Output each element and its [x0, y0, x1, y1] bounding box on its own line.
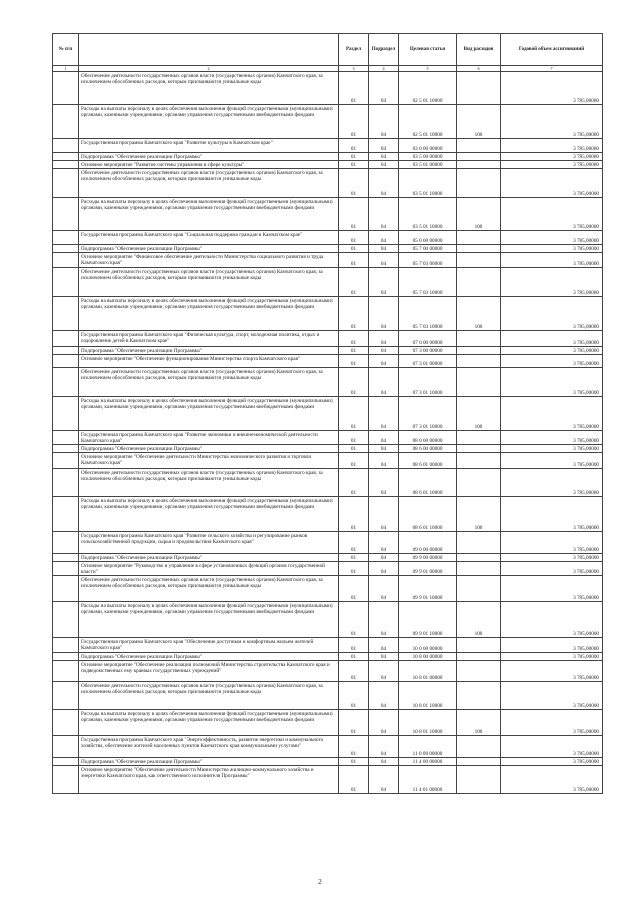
table-row	[53, 268, 603, 297]
row-expense-type-cell	[457, 169, 501, 198]
row-description-cell: Обеспечение деятельности государственных органов власти (государственных органов) Камчатского края, за исключением обособленных расходов, которым присваиваются уникальные коды	[79, 576, 339, 602]
table-row	[53, 661, 603, 682]
row-subsection-cell: 04	[369, 576, 399, 602]
row-subsection-cell: 04	[369, 245, 399, 253]
row-section-cell: 01	[339, 245, 369, 253]
row-amount-cell: 3 785,00000	[501, 245, 603, 253]
row-section-cell: 01	[339, 602, 369, 638]
row-description-cell: Государственная программа Камчатского края "Социальная поддержка граждан в Камчатском крае"	[79, 231, 339, 245]
row-number-cell	[53, 355, 79, 368]
table-row	[53, 331, 603, 347]
row-section-cell: 01	[339, 231, 369, 245]
row-description-cell: Подпрограмма "Обеспечение реализации Программы"	[79, 245, 339, 253]
row-expense-type-cell	[457, 766, 501, 794]
row-amount-cell: 3 785,00000	[501, 469, 603, 497]
row-target-article-cell: 05 7 00 00000	[399, 245, 457, 253]
row-amount-cell: 3 785,00000	[501, 562, 603, 576]
table-row	[53, 469, 603, 497]
row-amount-cell: 3 785,00000	[501, 368, 603, 397]
table-row	[53, 554, 603, 562]
row-section-cell: 01	[339, 710, 369, 736]
table-row	[53, 710, 603, 736]
row-number-cell	[53, 710, 79, 736]
row-target-article-cell: 02 5 01 10000	[399, 105, 457, 139]
table-row	[53, 576, 603, 602]
row-number-cell	[53, 638, 79, 653]
row-amount-cell: 3 785,00000	[501, 355, 603, 368]
row-number-cell	[53, 231, 79, 245]
row-subsection-cell: 04	[369, 758, 399, 766]
row-target-article-cell: 05 7 03 10000	[399, 268, 457, 297]
row-expense-type-cell	[457, 653, 501, 661]
row-expense-type-cell	[457, 453, 501, 469]
row-number-cell	[53, 682, 79, 710]
row-subsection-cell: 04	[369, 653, 399, 661]
table-row	[53, 297, 603, 331]
table-row	[53, 638, 603, 653]
row-section-cell: 01	[339, 758, 369, 766]
row-amount-cell: 3 785,00000	[501, 638, 603, 653]
row-number-cell	[53, 245, 79, 253]
row-subsection-cell: 04	[369, 710, 399, 736]
row-section-cell: 01	[339, 331, 369, 347]
table-body	[53, 72, 603, 794]
row-expense-type-cell	[457, 554, 501, 562]
row-subsection-cell: 04	[369, 431, 399, 445]
row-section-cell: 01	[339, 554, 369, 562]
row-target-article-cell: 07 3 01 10000	[399, 368, 457, 397]
row-number-cell	[53, 497, 79, 532]
row-description-cell: Расходы на выплаты персоналу в целях обеспечения выполнения функций государственными (муниципальными) органами, казенными учреждениями, органами управления государственными внебюджетными фондами	[79, 297, 339, 331]
row-expense-type-cell	[457, 431, 501, 445]
row-description-cell: Подпрограмма "Обеспечение реализации Программы"	[79, 445, 339, 453]
row-section-cell: 01	[339, 72, 369, 105]
row-number-cell	[53, 153, 79, 161]
row-description-cell: Подпрограмма "Обеспечение реализации Программы"	[79, 653, 339, 661]
row-expense-type-cell: 100	[457, 105, 501, 139]
row-number-cell	[53, 653, 79, 661]
row-number-cell	[53, 297, 79, 331]
row-description-cell: Подпрограмма "Обеспечение реализации Программы"	[79, 347, 339, 355]
row-number-cell	[53, 169, 79, 198]
row-section-cell: 01	[339, 368, 369, 397]
budget-table	[52, 33, 603, 794]
row-number-cell	[53, 445, 79, 453]
row-description-cell: Подпрограмма "Обеспечение реализации Программы"	[79, 554, 339, 562]
row-expense-type-cell	[457, 72, 501, 105]
header-section: Раздел	[339, 34, 369, 66]
row-number-cell	[53, 766, 79, 794]
header-row	[53, 34, 603, 66]
table-row	[53, 497, 603, 532]
row-subsection-cell: 04	[369, 231, 399, 245]
row-subsection-cell: 04	[369, 661, 399, 682]
row-subsection-cell: 04	[369, 268, 399, 297]
row-target-article-cell: 10 0 00 00000	[399, 638, 457, 653]
row-target-article-cell: 11 0 00 00000	[399, 736, 457, 758]
row-target-article-cell: 03 5 01 00000	[399, 161, 457, 169]
row-number-cell	[53, 368, 79, 397]
row-subsection-cell: 04	[369, 562, 399, 576]
row-target-article-cell: 07 3 01 00000	[399, 355, 457, 368]
row-description-cell: Обеспечение деятельности государственных органов власти (государственных органов) Камчатского края, за исключением обособленных расходов, которым присваиваются уникальные коды	[79, 469, 339, 497]
row-section-cell: 01	[339, 105, 369, 139]
row-section-cell: 01	[339, 445, 369, 453]
column-number: 3	[339, 66, 369, 72]
table-row	[53, 758, 603, 766]
row-amount-cell: 3 785,00000	[501, 602, 603, 638]
table-row	[53, 139, 603, 153]
row-subsection-cell: 04	[369, 453, 399, 469]
row-target-article-cell: 07 3 00 00000	[399, 347, 457, 355]
row-expense-type-cell	[457, 368, 501, 397]
table-row	[53, 562, 603, 576]
row-subsection-cell: 04	[369, 397, 399, 431]
row-target-article-cell: 09 9 01 10000	[399, 602, 457, 638]
row-target-article-cell: 03 5 01 10000	[399, 169, 457, 198]
row-description-cell: Основное мероприятие "Финансовое обеспечение деятельности Министерства социального развития и труда Камчатского края"	[79, 253, 339, 268]
row-number-cell	[53, 331, 79, 347]
row-description-cell: Обеспечение деятельности государственных органов власти (государственных органов) Камчатского края, за исключением обособленных расходов, которым присваиваются уникальные коды	[79, 682, 339, 710]
row-number-cell	[53, 72, 79, 105]
row-target-article-cell: 11 4 01 00000	[399, 766, 457, 794]
row-expense-type-cell	[457, 445, 501, 453]
row-target-article-cell: 10 8 01 00000	[399, 661, 457, 682]
row-subsection-cell: 04	[369, 331, 399, 347]
row-number-cell	[53, 198, 79, 231]
row-amount-cell: 3 785,00000	[501, 153, 603, 161]
table-row	[53, 253, 603, 268]
row-expense-type-cell	[457, 562, 501, 576]
row-subsection-cell: 04	[369, 105, 399, 139]
row-amount-cell: 3 785,00000	[501, 766, 603, 794]
row-subsection-cell: 04	[369, 469, 399, 497]
row-section-cell: 01	[339, 198, 369, 231]
header-number: № п/п	[53, 34, 79, 66]
row-section-cell: 01	[339, 532, 369, 554]
row-amount-cell: 3 785,00000	[501, 198, 603, 231]
row-amount-cell: 3 785,00000	[501, 347, 603, 355]
row-description-cell: Государственная программа Камчатского края "Развитие культуры в Камчатском крае"	[79, 139, 339, 153]
row-description-cell: Расходы на выплаты персоналу в целях обеспечения выполнения функций государственными (муниципальными) органами, казенными учреждениями, органами управления государственными внебюджетными фондами	[79, 105, 339, 139]
row-subsection-cell: 04	[369, 169, 399, 198]
row-section-cell: 01	[339, 297, 369, 331]
row-subsection-cell: 04	[369, 766, 399, 794]
row-target-article-cell: 10 8 01 10000	[399, 710, 457, 736]
header-description	[79, 34, 339, 66]
row-subsection-cell: 04	[369, 198, 399, 231]
row-subsection-cell: 04	[369, 355, 399, 368]
row-section-cell: 01	[339, 766, 369, 794]
column-number: 1	[53, 66, 79, 72]
row-expense-type-cell	[457, 139, 501, 153]
row-amount-cell: 3 785,00000	[501, 576, 603, 602]
row-subsection-cell: 04	[369, 153, 399, 161]
row-subsection-cell: 04	[369, 532, 399, 554]
row-amount-cell: 3 785,00000	[501, 169, 603, 198]
row-expense-type-cell: 100	[457, 397, 501, 431]
header-expense-type: Вид расходов	[457, 34, 501, 66]
row-number-cell	[53, 602, 79, 638]
row-number-cell	[53, 736, 79, 758]
row-expense-type-cell	[457, 153, 501, 161]
row-section-cell: 01	[339, 736, 369, 758]
row-section-cell: 01	[339, 653, 369, 661]
row-amount-cell: 3 785,00000	[501, 758, 603, 766]
column-number: 7	[501, 66, 603, 72]
row-subsection-cell: 04	[369, 347, 399, 355]
row-amount-cell: 3 785,00000	[501, 139, 603, 153]
row-subsection-cell: 04	[369, 638, 399, 653]
row-target-article-cell: 03 5 01 10000	[399, 198, 457, 231]
row-target-article-cell: 09 9 01 00000	[399, 562, 457, 576]
row-subsection-cell: 04	[369, 602, 399, 638]
row-section-cell: 01	[339, 355, 369, 368]
column-number: 4	[369, 66, 399, 72]
row-target-article-cell: 09 9 00 00000	[399, 554, 457, 562]
table-row	[53, 72, 603, 105]
table-row	[53, 653, 603, 661]
table-row	[53, 231, 603, 245]
table-row	[53, 397, 603, 431]
row-expense-type-cell: 100	[457, 602, 501, 638]
table-row	[53, 532, 603, 554]
row-subsection-cell: 04	[369, 139, 399, 153]
row-expense-type-cell	[457, 331, 501, 347]
row-subsection-cell: 04	[369, 297, 399, 331]
table-row	[53, 169, 603, 198]
column-number: 2	[79, 66, 339, 72]
row-expense-type-cell	[457, 161, 501, 169]
row-subsection-cell: 04	[369, 72, 399, 105]
row-description-cell: Расходы на выплаты персоналу в целях обеспечения выполнения функций государственными (муниципальными) органами, казенными учреждениями, органами управления государственными внебюджетными фондами	[79, 497, 339, 532]
row-description-cell: Государственная программа Камчатского края "Энергоэффективность, развитие энергетики и коммунального хозяйства, обеспечение жителей населенных пунктов Камчатского края коммунальными услугами"	[79, 736, 339, 758]
row-section-cell: 01	[339, 397, 369, 431]
row-subsection-cell: 04	[369, 736, 399, 758]
row-number-cell	[53, 431, 79, 445]
row-number-cell	[53, 397, 79, 431]
row-section-cell: 01	[339, 161, 369, 169]
row-expense-type-cell: 100	[457, 198, 501, 231]
row-section-cell: 01	[339, 576, 369, 602]
row-section-cell: 01	[339, 453, 369, 469]
row-target-article-cell: 09 0 00 00000	[399, 532, 457, 554]
row-target-article-cell: 08 6 01 10000	[399, 469, 457, 497]
row-expense-type-cell	[457, 532, 501, 554]
table-row	[53, 682, 603, 710]
row-section-cell: 01	[339, 253, 369, 268]
row-amount-cell: 3 785,00000	[501, 161, 603, 169]
row-amount-cell: 3 785,00000	[501, 253, 603, 268]
table-row	[53, 198, 603, 231]
row-description-cell: Расходы на выплаты персоналу в целях обеспечения выполнения функций государственными (муниципальными) органами, казенными учреждениями, органами управления государственными внебюджетными фондами	[79, 397, 339, 431]
table-row	[53, 445, 603, 453]
table-row	[53, 736, 603, 758]
header-target-article: Целевая статья	[399, 34, 457, 66]
row-number-cell	[53, 576, 79, 602]
row-number-cell	[53, 469, 79, 497]
row-target-article-cell: 02 5 01 10000	[399, 72, 457, 105]
header-annual-amount: Годовой объем ассигнований	[501, 34, 603, 66]
row-target-article-cell: 08 0 00 00000	[399, 431, 457, 445]
page-number: 2	[318, 878, 322, 886]
header-subsection: Подраздел	[369, 34, 399, 66]
row-expense-type-cell	[457, 661, 501, 682]
row-expense-type-cell: 100	[457, 297, 501, 331]
row-target-article-cell: 07 0 00 00000	[399, 331, 457, 347]
row-subsection-cell: 04	[369, 445, 399, 453]
row-section-cell: 01	[339, 431, 369, 445]
row-amount-cell: 3 785,00000	[501, 532, 603, 554]
row-description-cell: Основное мероприятие "Руководство и управление в сфере установленных функций органов государственной власти"	[79, 562, 339, 576]
row-amount-cell: 3 785,00000	[501, 231, 603, 245]
row-number-cell	[53, 532, 79, 554]
row-description-cell: Подпрограмма "Обеспечение реализации Программы"	[79, 758, 339, 766]
row-description-cell: Основное мероприятие "Обеспечение деятельности Министерства экономического развития и торговли Камчатского края"	[79, 453, 339, 469]
row-expense-type-cell	[457, 253, 501, 268]
row-target-article-cell: 05 7 03 00000	[399, 253, 457, 268]
row-section-cell: 01	[339, 268, 369, 297]
row-number-cell	[53, 347, 79, 355]
row-expense-type-cell	[457, 682, 501, 710]
row-target-article-cell: 11 4 00 00000	[399, 758, 457, 766]
row-amount-cell: 3 785,00000	[501, 268, 603, 297]
row-expense-type-cell	[457, 347, 501, 355]
row-expense-type-cell	[457, 576, 501, 602]
row-description-cell: Подпрограмма "Обеспечение реализации Программы"	[79, 153, 339, 161]
row-description-cell: Расходы на выплаты персоналу в целях обеспечения выполнения функций государственными (муниципальными) органами, казенными учреждениями, органами управления государственными внебюджетными фондами	[79, 198, 339, 231]
row-expense-type-cell	[457, 355, 501, 368]
table-row	[53, 245, 603, 253]
row-subsection-cell: 04	[369, 368, 399, 397]
row-target-article-cell: 08 6 01 10000	[399, 497, 457, 532]
row-amount-cell: 3 785,00000	[501, 445, 603, 453]
table-row	[53, 153, 603, 161]
row-subsection-cell: 04	[369, 161, 399, 169]
row-number-cell	[53, 562, 79, 576]
row-amount-cell: 3 785,00000	[501, 297, 603, 331]
row-number-cell	[53, 661, 79, 682]
row-number-cell	[53, 453, 79, 469]
row-target-article-cell: 05 7 03 10000	[399, 297, 457, 331]
row-description-cell: Обеспечение деятельности государственных органов власти (государственных органов) Камчатского края, за исключением обособленных расходов, которым присваиваются уникальные коды	[79, 368, 339, 397]
row-subsection-cell: 04	[369, 682, 399, 710]
row-section-cell: 01	[339, 682, 369, 710]
row-expense-type-cell	[457, 469, 501, 497]
row-amount-cell: 3 785,00000	[501, 72, 603, 105]
row-expense-type-cell	[457, 268, 501, 297]
row-section-cell: 01	[339, 562, 369, 576]
table-row	[53, 355, 603, 368]
row-description-cell: Основное мероприятие "Обеспечение функционирования Министерства спорта Камчатского края"	[79, 355, 339, 368]
table-row	[53, 105, 603, 139]
row-section-cell: 01	[339, 638, 369, 653]
table-row	[53, 347, 603, 355]
row-description-cell: Расходы на выплаты персоналу в целях обеспечения выполнения функций государственными (муниципальными) органами, казенными учреждениями, органами управления государственными внебюджетными фондами	[79, 710, 339, 736]
row-number-cell	[53, 268, 79, 297]
row-number-cell	[53, 554, 79, 562]
column-number: 5	[399, 66, 457, 72]
row-number-cell	[53, 253, 79, 268]
row-amount-cell: 3 785,00000	[501, 653, 603, 661]
row-expense-type-cell	[457, 638, 501, 653]
row-amount-cell: 3 785,00000	[501, 397, 603, 431]
row-number-cell	[53, 139, 79, 153]
row-target-article-cell: 09 9 01 10000	[399, 576, 457, 602]
table-row	[53, 453, 603, 469]
row-description-cell: Обеспечение деятельности государственных органов власти (государственных органов) Камчатского края, за исключением обособленных расходов, которым присваиваются уникальные коды	[79, 268, 339, 297]
row-description-cell: Государственная программа Камчатского края "Физическая культура, спорт, молодежная политика, отдых и оздоровление детей в Камчатском крае"	[79, 331, 339, 347]
row-number-cell	[53, 161, 79, 169]
row-amount-cell: 3 785,00000	[501, 710, 603, 736]
row-target-article-cell: 03 5 00 00000	[399, 153, 457, 161]
row-amount-cell: 3 785,00000	[501, 736, 603, 758]
row-subsection-cell: 04	[369, 253, 399, 268]
table-row	[53, 368, 603, 397]
row-expense-type-cell	[457, 758, 501, 766]
row-amount-cell: 3 785,00000	[501, 105, 603, 139]
row-description-cell: Обеспечение деятельности государственных органов власти (государственных органов) Камчатского края, за исключением обособленных расходов, которым присваиваются уникальные коды	[79, 169, 339, 198]
row-description-cell: Государственная программа Камчатского края "Развитие сельского хозяйства и регулирование рынков сельскохозяйственной продукции, сырья и продовольствия Камчатского края"	[79, 532, 339, 554]
table-row	[53, 602, 603, 638]
row-description-cell: Основное мероприятие "Обеспечение деятельности Министерства жилищно-коммунального хозяйства и энергетики Камчатского края, как ответственного исполнителя Программы"	[79, 766, 339, 794]
row-number-cell	[53, 105, 79, 139]
row-description-cell: Расходы на выплаты персоналу в целях обеспечения выполнения функций государственными (муниципальными) органами, казенными учреждениями, органами управления государственными внебюджетными фондами	[79, 602, 339, 638]
row-section-cell: 01	[339, 661, 369, 682]
row-section-cell: 01	[339, 497, 369, 532]
row-section-cell: 01	[339, 153, 369, 161]
row-expense-type-cell: 100	[457, 497, 501, 532]
row-target-article-cell: 03 0 00 00000	[399, 139, 457, 153]
row-description-cell: Обеспечение деятельности государственных органов власти (государственных органов) Камчатского края, за исключением обособленных расходов, которым присваиваются уникальные коды	[79, 72, 339, 105]
row-target-article-cell: 05 0 00 00000	[399, 231, 457, 245]
row-amount-cell: 3 785,00000	[501, 453, 603, 469]
row-expense-type-cell	[457, 231, 501, 245]
row-description-cell: Государственная программа Камчатского края "Обеспечение доступным и комфортным жильем жителей Камчатского края"	[79, 638, 339, 653]
row-section-cell: 01	[339, 469, 369, 497]
row-expense-type-cell	[457, 736, 501, 758]
row-description-cell: Государственная программа Камчатского края "Развитие экономики и внешнеэкономической деятельности Камчатского края"	[79, 431, 339, 445]
row-subsection-cell: 04	[369, 497, 399, 532]
row-expense-type-cell: 100	[457, 710, 501, 736]
column-number: 6	[457, 66, 501, 72]
row-amount-cell: 3 785,00000	[501, 682, 603, 710]
row-section-cell: 01	[339, 169, 369, 198]
row-description-cell: Основное мероприятие "Развитие системы управления в сфере культуры"	[79, 161, 339, 169]
row-target-article-cell: 10 8 00 00000	[399, 653, 457, 661]
row-target-article-cell: 08 6 01 00000	[399, 453, 457, 469]
row-amount-cell: 3 785,00000	[501, 661, 603, 682]
row-description-cell: Основное мероприятие "Обеспечение реализации полномочий Министерства строительства Камчатского края и подведомственных ему краевых государственных учреждений"	[79, 661, 339, 682]
table-row	[53, 431, 603, 445]
table-row	[53, 766, 603, 794]
row-section-cell: 01	[339, 139, 369, 153]
row-section-cell: 01	[339, 347, 369, 355]
row-amount-cell: 3 785,00000	[501, 497, 603, 532]
table-row	[53, 161, 603, 169]
row-target-article-cell: 10 8 01 10000	[399, 682, 457, 710]
row-amount-cell: 3 785,00000	[501, 331, 603, 347]
row-amount-cell: 3 785,00000	[501, 554, 603, 562]
row-target-article-cell: 08 6 00 00000	[399, 445, 457, 453]
row-subsection-cell: 04	[369, 554, 399, 562]
row-amount-cell: 3 785,00000	[501, 431, 603, 445]
row-number-cell	[53, 758, 79, 766]
row-target-article-cell: 07 3 01 10000	[399, 397, 457, 431]
row-expense-type-cell	[457, 245, 501, 253]
